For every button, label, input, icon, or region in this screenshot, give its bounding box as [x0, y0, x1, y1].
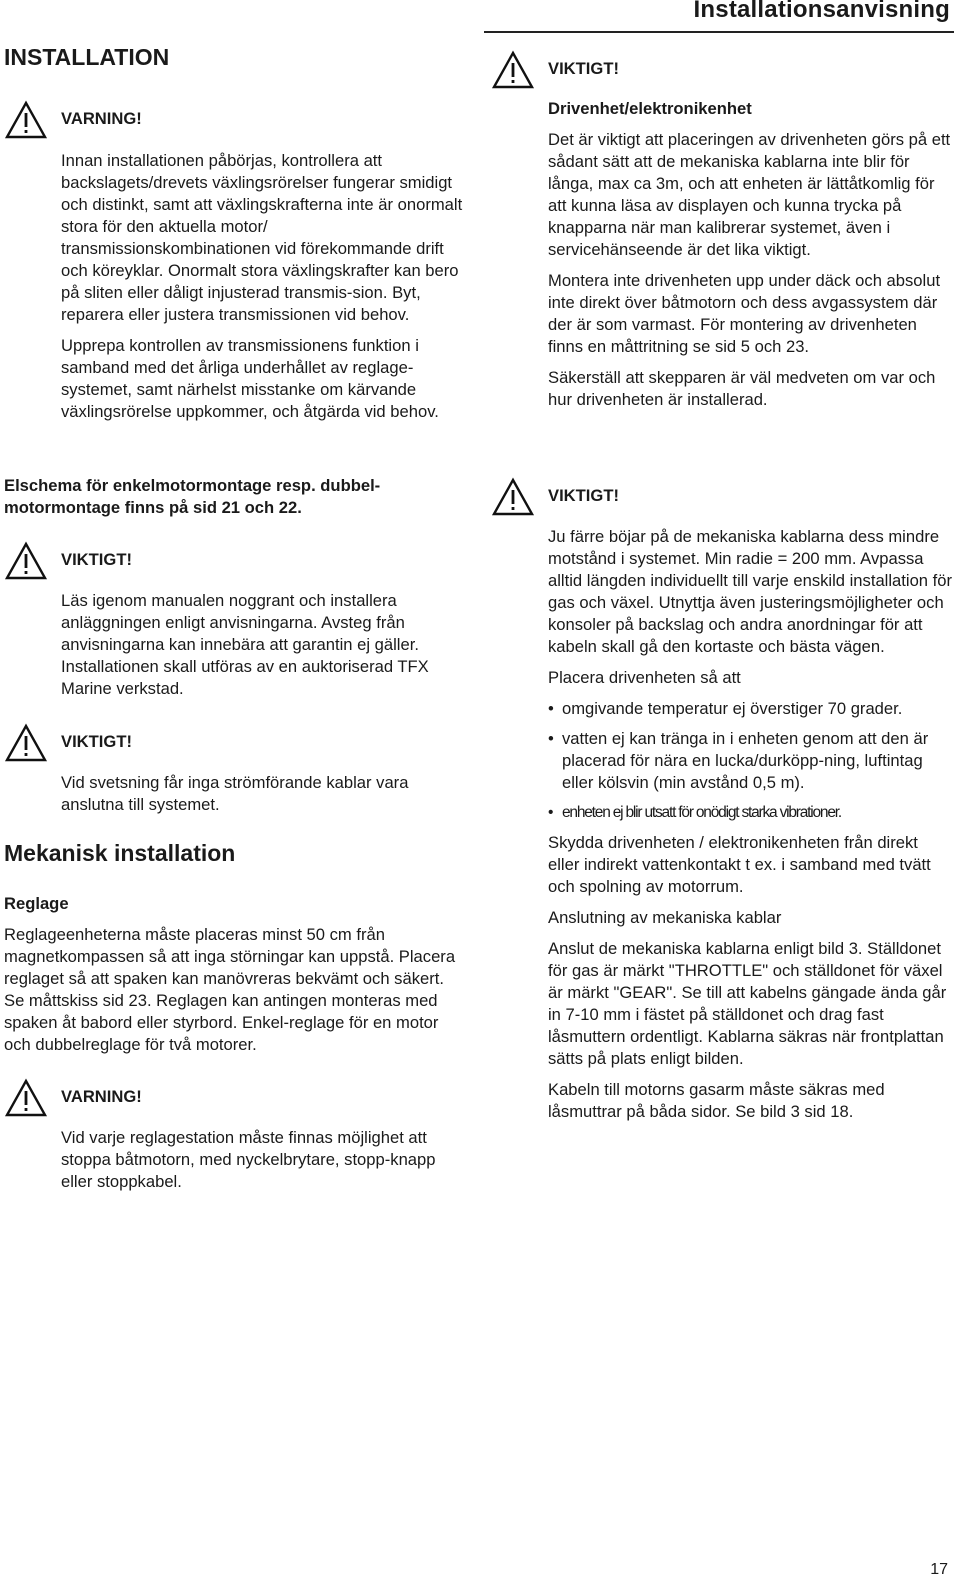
warning-1-paragraph-1: Innan installationen påbörjas, kontrollera att backslagets/drevets växlingsrörelser fungerar smidigt och distinkt, samt att växlingskrafterna inte är onormalt stora för den aktuella motor/ transmissionskombinationen vid förekommande drift och köreyklar. Onormalt stora växlingskrafter kan bero på sliten eller dåligt injusterad transmis-sion. Byt, reparera eller justera transmissionen vid behov.	[61, 151, 463, 324]
warning-callout-1	[4, 100, 466, 142]
important-label: VIKTIGT!	[548, 59, 619, 78]
important-label: VIKTIGT!	[61, 550, 132, 569]
important-2-body	[4, 772, 466, 816]
section-title: INSTALLATION	[4, 44, 170, 70]
reglage-text: Reglageenheterna måste placeras minst 50 cm från magnetkompassen så att inga störningar kan uppstå. Placera reglaget så att spaken kan manövreras bekvämt och säkert. Se måttskiss sid 23. Reglagen kan antingen monteras med spaken åt babord eller styrbord. Enkel-reglage för en motor och dubbelreglage för två motorer.	[4, 925, 456, 1054]
page-header-title: Installationsanvisning	[693, 0, 950, 23]
important-label: VIKTIGT!	[61, 732, 132, 751]
warning-1-paragraph-2: Upprepa kontrollen av transmissionens funktion i samband med det årliga underhållet av reglage-systemet, samt närhelst misstanke om kärvande växlingsrörelse uppkommer, och åtgärda vid behov.	[61, 336, 439, 421]
mechanical-installation-heading	[4, 840, 466, 867]
reglage-title: Reglage	[4, 894, 69, 913]
important-callout-3	[491, 50, 953, 92]
important-3-paragraph-1: Det är viktigt att placeringen av drivenheten görs på ett sådant sätt att de mekaniska kablarna inte blir för långa, max ca 3m, och att enheten är lättåtkomlig för att kunna läsa av displayen och kunna trycka på knapparna när man kalibrerar systemet, även i servicehänseende är det lika viktigt.	[548, 130, 951, 259]
warning-triangle-icon	[491, 50, 535, 90]
warning-label: VARNING!	[61, 1087, 142, 1106]
warning-triangle-icon	[4, 1078, 48, 1118]
important-3-paragraph-2: Montera inte drivenheten upp under däck och absolut inte direkt över båtmotorn och dess avgassystem där der är som varmast. För montering av drivenheten finns en måttritning se sid 5 och 23.	[548, 271, 941, 356]
warning-triangle-icon	[4, 541, 48, 581]
important-callout-4	[491, 477, 953, 519]
warning-1-body	[4, 150, 466, 423]
important-callout-1	[4, 541, 466, 583]
header-rule	[484, 31, 954, 33]
important-3-body	[491, 98, 953, 411]
important-1-text: Läs igenom manualen noggrant och installera anläggningen enligt anvisningarna. Avsteg från anvisningarna kan innebära att garantin ej gäller. Installationen skall utföras av en auktoriserad TFX Marine verkstad.	[61, 591, 429, 698]
placera-intro: Placera drivenheten så att	[548, 668, 741, 687]
list-item: • vatten ej kan tränga in i enheten genom att den är placerad för nära en lucka/durköpp-ning, luftintag eller kölsvin (min avstånd 0,5 m).	[548, 728, 953, 794]
elschema-text: Elschema för enkelmotormontage resp. dubbel-motormontage finns på sid 21 och 22.	[4, 476, 381, 517]
anslut-paragraph: Anslut de mekaniska kablarna enligt bild 3. Ställdonet för gas är märkt "THROTTLE" och ställdonet för växel är märkt "GEAR". Se till att kabelns gängade ända går in 7-10 mm i fästet på ställdonet och drag fast låsmuttern ordentligt. Kablarna säkras när frontplattan sätts på plats enligt bilden.	[548, 939, 947, 1068]
important-2-text: Vid svetsning får inga strömförande kablar vara anslutna till systemet.	[61, 773, 409, 814]
drivenhet-heading: Drivenhet/elektronikenhet	[548, 99, 752, 118]
installation-section	[4, 44, 466, 71]
warning-triangle-icon	[4, 100, 48, 140]
page-number: 17	[930, 1561, 948, 1578]
important-label: VIKTIGT!	[548, 486, 619, 505]
skydda-paragraph: Skydda drivenheten / elektronikenheten från direkt eller indirekt vattenkontakt t ex. i samband med tvätt och spolning av motorrum.	[548, 833, 931, 896]
warning-triangle-icon	[4, 723, 48, 763]
placement-bullet-list	[548, 698, 953, 824]
kabeln-paragraph: Kabeln till motorns gasarm måste säkras med låsmuttrar på båda sidor. Se bild 3 sid 18.	[548, 1080, 885, 1121]
elschema-note	[4, 475, 466, 519]
important-1-body	[4, 590, 466, 700]
warning-callout-2	[4, 1078, 466, 1120]
important-4-paragraph-1: Ju färre böjar på de mekaniska kablarna dess mindre motstånd i systemet. Min radie = 200 mm. Avpassa alltid längden individuellt till varje enskild installation för gas och växel. Utnyttja även justeringsmöjligheter och konsoler på backslag och andra anordningar för att kabeln skall gå den kortaste och bästa vägen.	[548, 527, 953, 656]
important-callout-2	[4, 723, 466, 765]
important-3-paragraph-3: Säkerställ att skepparen är väl medveten om var och hur drivenheten är installerad.	[548, 368, 936, 409]
warning-triangle-icon	[491, 477, 535, 517]
list-item: • omgivande temperatur ej överstiger 70 grader.	[548, 698, 953, 720]
anslutning-heading: Anslutning av mekaniska kablar	[548, 908, 782, 927]
important-4-body	[491, 526, 953, 1123]
warning-2-body	[4, 1127, 466, 1193]
reglage-heading	[4, 893, 466, 915]
warning-2-text: Vid varje reglagestation måste finnas möjlighet att stoppa båtmotorn, med nyckelbrytare, stopp-knapp eller stoppkabel.	[61, 1128, 436, 1191]
list-item: • enheten ej blir utsatt för onödigt starka vibrationer.	[548, 802, 953, 824]
mechanical-title: Mekanisk installation	[4, 840, 236, 866]
reglage-body	[4, 924, 466, 1056]
warning-label: VARNING!	[61, 109, 142, 128]
